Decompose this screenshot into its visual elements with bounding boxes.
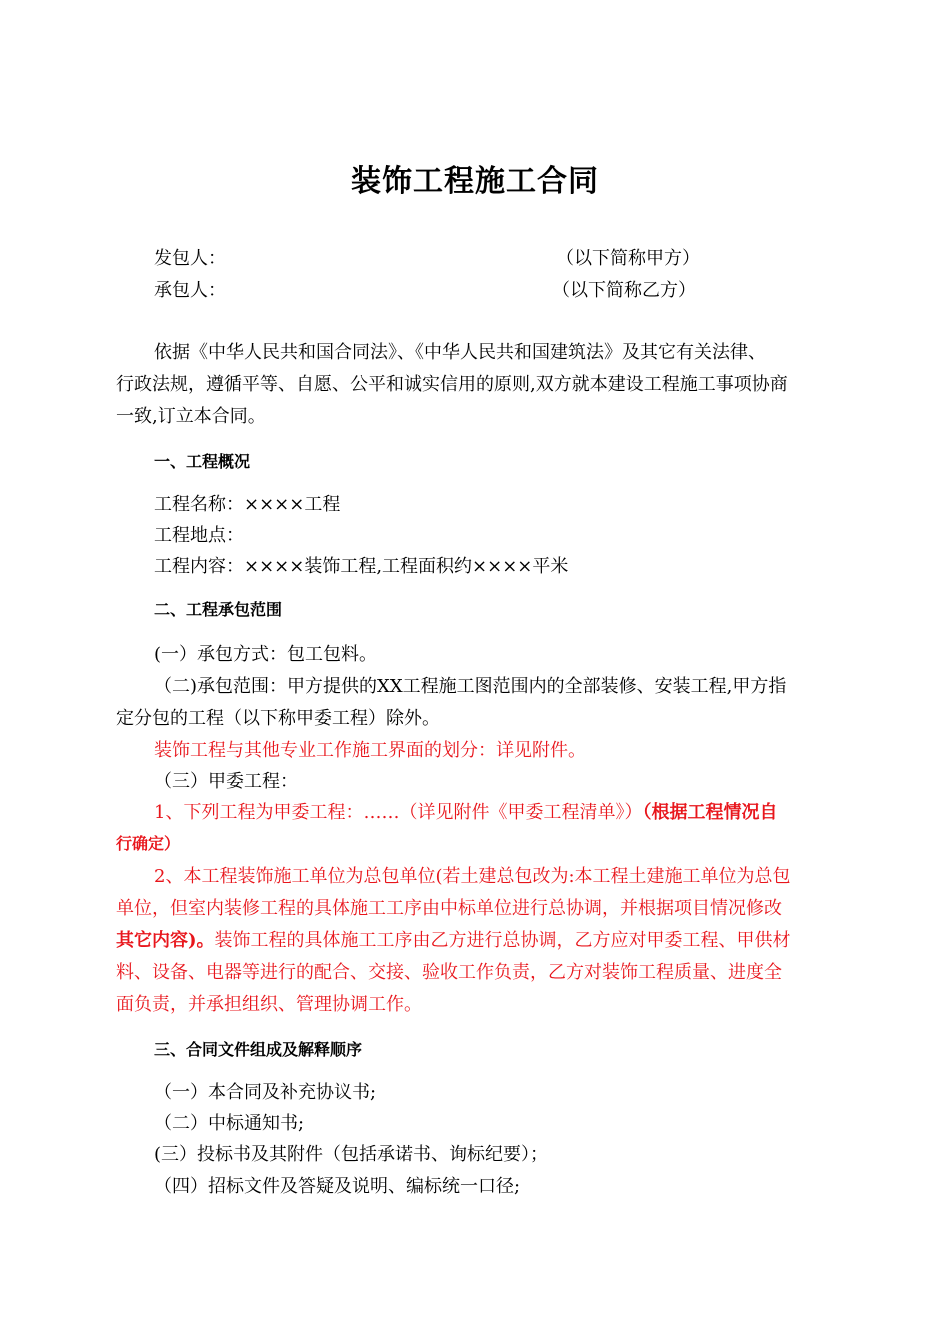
scope-item-3: （三）甲委工程： xyxy=(154,771,298,792)
interface-note: 装饰工程与其他专业工作施工界面的划分：详见附件。 xyxy=(154,740,586,761)
employer-label: 发包人： xyxy=(154,248,226,269)
scope-item-2-line: （二)承包范围：甲方提供的XX工程施工图范围内的全部装修、安装工程,甲方指 xyxy=(154,676,787,697)
project-content-line: 工程内容：××××装饰工程,工程面积约××××平米 xyxy=(154,556,569,577)
scope-item-2-line: 定分包的工程（以下称甲委工程）除外。 xyxy=(116,708,440,729)
contractor-label: 承包人： xyxy=(154,280,226,301)
document-item: (三）投标书及其附件（包括承诺书、询标纪要）； xyxy=(154,1144,549,1165)
document-item: （四）招标文件及答疑及说明、编标统一口径; xyxy=(154,1176,521,1197)
owner-works-point-1-cont: 行确定） xyxy=(116,834,181,853)
preamble-line: 依据《中华人民共和国合同法》、《中华人民共和国建筑法》及其它有关法律、 xyxy=(154,342,766,363)
owner-works-point-1-note: （根据工程情况自 xyxy=(642,802,778,823)
owner-works-point-2-line: 料、设备、电器等进行的配合、交接、验收工作负责，乙方对装饰工程质量、进度全 xyxy=(116,962,782,983)
project-name-line: 工程名称：××××工程 xyxy=(154,494,341,515)
section-heading-overview: 一、工程概况 xyxy=(154,452,251,471)
section-heading-documents: 三、合同文件组成及解释顺序 xyxy=(154,1040,363,1059)
preamble-line: 一致,订立本合同。 xyxy=(116,406,266,427)
owner-works-point-1 xyxy=(154,802,777,824)
owner-works-point-2-line: 2、本工程装饰施工单位为总包单位(若土建总包改为:本工程土建施工单位为总包 xyxy=(154,866,791,887)
owner-works-point-2-line: 单位，但室内装修工程的具体施工工序由中标单位进行总协调，并根据项目情况修改 xyxy=(116,898,782,919)
document-item: （一）本合同及补充协议书; xyxy=(154,1082,377,1103)
contractor-suffix: （以下简称乙方） xyxy=(552,280,696,301)
scope-item-1: (一）承包方式：包工包料。 xyxy=(154,644,378,665)
page-title: 装饰工程施工合同 xyxy=(351,164,599,199)
document-item: （二）中标通知书; xyxy=(154,1113,305,1134)
owner-works-point-2-rest: 装饰工程的具体施工工序由乙方进行总协调，乙方应对甲委工程、甲供材 xyxy=(214,930,791,951)
employer-suffix: （以下简称甲方） xyxy=(556,248,700,269)
owner-works-point-1-text: 1、下列工程为甲委工程：……（详见附件《甲委工程清单》） xyxy=(154,802,643,823)
owner-works-point-2-line: 面负责，并承担组织、管理协调工作。 xyxy=(116,994,422,1015)
section-heading-scope: 二、工程承包范围 xyxy=(154,600,283,619)
owner-works-point-2-line xyxy=(116,930,791,952)
project-location-line: 工程地点： xyxy=(154,525,244,546)
owner-works-point-2-bold: 其它内容)。 xyxy=(116,930,215,951)
preamble-line: 行政法规，遵循平等、自愿、公平和诚实信用的原则,双方就本建设工程施工事项协商 xyxy=(116,374,788,395)
